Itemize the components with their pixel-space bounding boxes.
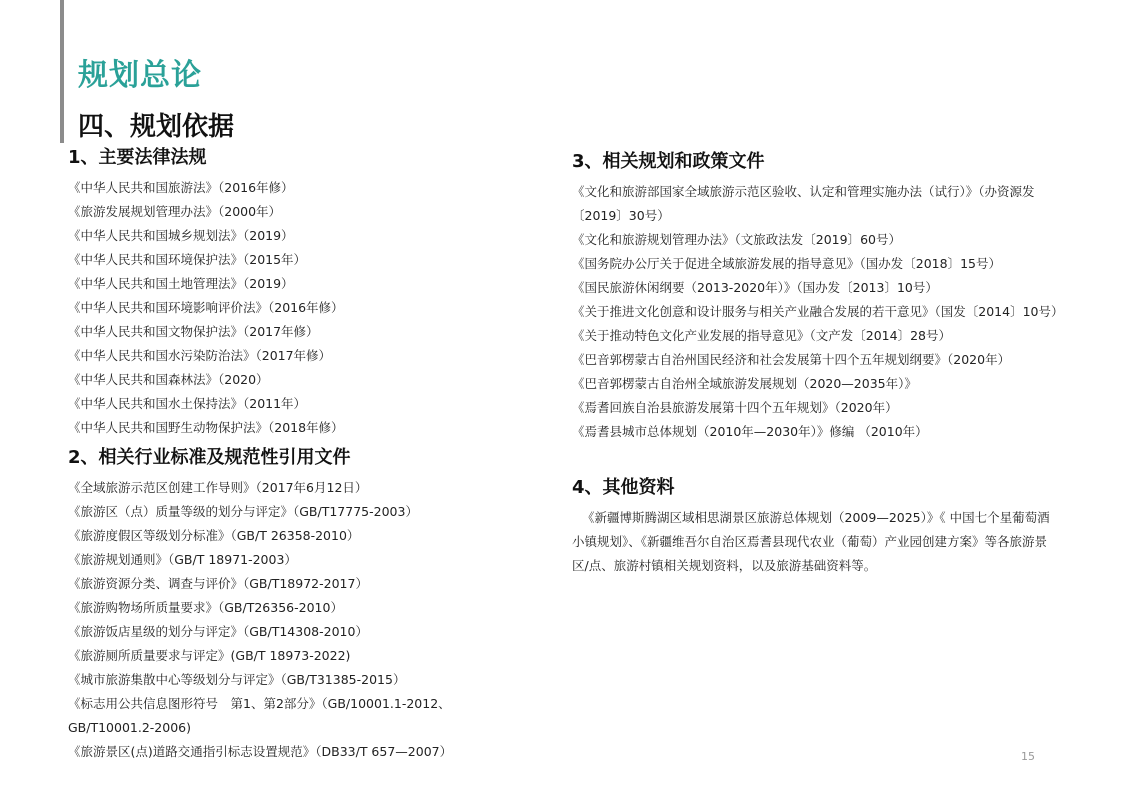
list-item: 《中华人民共和国水污染防治法》（2017年修）	[68, 348, 332, 363]
list-item: 《焉耆回族自治县旅游发展第十四个五年规划》（2020年）	[572, 400, 898, 415]
accent-bar	[60, 0, 64, 143]
list-item: 《中华人民共和国环境保护法》（2015年）	[68, 252, 307, 267]
page-title: 规划总论	[78, 58, 202, 93]
list-item: 《巴音郭楞蒙古自治州全域旅游发展规划（2020—2035年）》	[572, 376, 917, 391]
list-item: 《旅游景区(点)道路交通指引标志设置规范》（DB33/T 657—2007）	[68, 744, 453, 759]
list-item: 《中华人民共和国文物保护法》（2017年修）	[68, 324, 319, 339]
list-item: 《中华人民共和国野生动物保护法》（2018年修）	[68, 420, 344, 435]
list-item: 《城市旅游集散中心等级划分与评定》（GB/T31385-2015）	[68, 672, 406, 687]
laws-list	[68, 176, 498, 440]
list-item: 《标志用公共信息图形符号 第1、第2部分》（GB/10001.1-2012、GB/T10001.2-2006)	[68, 696, 451, 735]
list-item: 《旅游饭店星级的划分与评定》（GB/T14308-2010）	[68, 624, 368, 639]
section-heading-laws: 1、主要法律法规	[68, 147, 207, 168]
list-item: 《中华人民共和国环境影响评价法》（2016年修）	[68, 300, 344, 315]
list-item: 《关于推进文化创意和设计服务与相关产业融合发展的若干意见》（国发〔2014〕10号）	[572, 304, 1064, 319]
list-item: 《中华人民共和国森林法》（2020）	[68, 372, 269, 387]
list-item: 《关于推动特色文化产业发展的指导意见》（文产发〔2014〕28号）	[572, 328, 951, 343]
list-item: 《中华人民共和国旅游法》（2016年修）	[68, 180, 294, 195]
right-column	[572, 150, 1062, 578]
list-item: 《旅游度假区等级划分标准》（GB/T 26358-2010）	[68, 528, 360, 543]
left-column	[68, 146, 498, 764]
list-item: 《焉耆县城市总体规划（2010年—2030年）》修编 （2010年）	[572, 424, 928, 439]
list-item: 《全域旅游示范区创建工作导则》（2017年6月12日）	[68, 480, 368, 495]
list-item: 《国民旅游休闲纲要（2013-2020年）》（国办发〔2013〕10号）	[572, 280, 938, 295]
standards-list	[68, 476, 498, 764]
section-title: 四、规划依据	[78, 112, 235, 142]
list-item: 《中华人民共和国土地管理法》（2019）	[68, 276, 294, 291]
section-heading-standards: 2、相关行业标准及规范性引用文件	[68, 447, 351, 468]
list-item: 《国务院办公厅关于促进全域旅游发展的指导意见》（国办发〔2018〕15号）	[572, 256, 1001, 271]
list-item: 《旅游区（点）质量等级的划分与评定》（GB/T17775-2003）	[68, 504, 418, 519]
list-item: 《中华人民共和国城乡规划法》（2019）	[68, 228, 294, 243]
list-item: 《文化和旅游部国家全域旅游示范区验收、认定和管理实施办法（试行）》（办资源发〔2019〕30号）	[572, 184, 1035, 223]
list-item: 《文化和旅游规划管理办法》（文旅政法发〔2019〕60号）	[572, 232, 901, 247]
list-item: 《中华人民共和国水土保持法》（2011年）	[68, 396, 307, 411]
section-heading-other: 4、其他资料	[572, 477, 675, 498]
list-item: 《巴音郭楞蒙古自治州国民经济和社会发展第十四个五年规划纲要》（2020年）	[572, 352, 1011, 367]
other-materials-paragraph: 《新疆博斯腾湖区域相思湖景区旅游总体规划（2009—2025）》《 中国七个星葡萄酒小镇规划》、《新疆维吾尔自治区焉耆县现代农业（葡萄）产业园创建方案》等各旅游景区/点、旅游村镇相关规划资料，以及旅游基础资料等。	[572, 510, 1050, 573]
list-item: 《旅游厕所质量要求与评定》(GB/T 18973-2022)	[68, 648, 351, 663]
page-number: 15	[1021, 750, 1035, 763]
list-item: 《旅游发展规划管理办法》（2000年）	[68, 204, 282, 219]
list-item: 《旅游购物场所质量要求》（GB/T26356-2010）	[68, 600, 343, 615]
list-item: 《旅游资源分类、调查与评价》（GB/T18972-2017）	[68, 576, 368, 591]
list-item: 《旅游规划通则》（GB/T 18971-2003）	[68, 552, 297, 567]
policies-list	[572, 180, 1062, 444]
section-heading-policies: 3、相关规划和政策文件	[572, 151, 765, 172]
